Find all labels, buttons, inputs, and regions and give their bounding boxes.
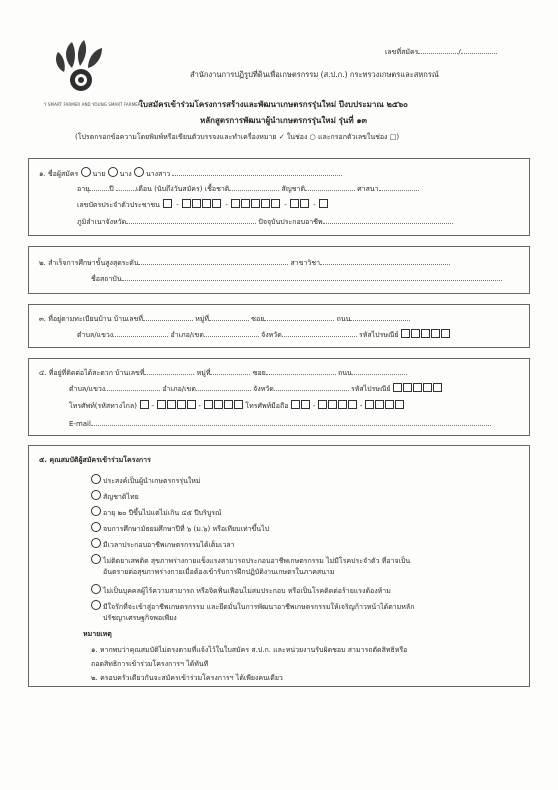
radio-mrs[interactable] <box>108 167 118 177</box>
mobile-digit-box[interactable] <box>318 400 327 409</box>
qualifications-heading: ๕. คุณสมบัติผู้สมัครเข้าร่วมโครงการ <box>39 456 151 464</box>
age-months-field[interactable] <box>116 183 136 191</box>
qualification-item-1: ประสงค์เป็นผู้นำเกษตรกรรุ่นใหม่ <box>103 477 201 485</box>
id-digit-box[interactable] <box>319 199 328 208</box>
contact-amphoe-label: อำเภอ/เขต <box>162 385 196 393</box>
contact-address-label: ๔. ที่อยู่ที่ติดต่อได้สะดวก บ้านเลขที่ <box>39 369 145 377</box>
application-number-label: เลขที่สมัคร <box>385 48 419 56</box>
section-qualifications <box>28 445 530 687</box>
contact-postcode-box[interactable] <box>403 383 412 392</box>
mobile-digit-box[interactable] <box>301 400 310 409</box>
reg-postcode-box[interactable] <box>401 329 410 338</box>
radio-mrs-label: นาง <box>119 170 132 178</box>
major-field[interactable] <box>320 257 450 265</box>
id-digit-box[interactable] <box>271 199 280 208</box>
id-digit-box[interactable] <box>261 199 270 208</box>
note-1-line2: ถอดสิทธิการเข้าร่วมโครงการฯ ได้ทันที <box>91 660 209 668</box>
reg-amphoe-field[interactable] <box>204 329 259 337</box>
id-digit-box[interactable] <box>251 199 260 208</box>
note-2: ๒. ครอบครัวเดียวกันจะสมัครเข้าร่วมโครงการฯ ได้เพียงคนเดียว <box>91 674 283 682</box>
qualification-checkbox[interactable] <box>91 522 101 532</box>
radio-mr[interactable] <box>81 167 91 177</box>
qualification-item-6-line1: ไม่ติดยาเสพติด สุขภาพร่างกายแข็งแรงสามารถประกอบอาชีพเกษตรกรรม ไม่มีโรคประจำตัว ที่อาจเป็น <box>103 557 411 565</box>
contact-postcode-box[interactable] <box>423 383 432 392</box>
reg-tambon-field[interactable] <box>113 329 168 337</box>
qualification-checkbox[interactable] <box>91 600 101 610</box>
occupation-field[interactable] <box>323 216 453 224</box>
mobile-label: โทรศัพท์มือถือ <box>245 402 289 410</box>
email-field[interactable] <box>91 418 491 426</box>
phone-digit-box[interactable] <box>224 400 233 409</box>
radio-mr-label: นาย <box>92 170 106 178</box>
reg-postcode-box[interactable] <box>411 329 420 338</box>
qualification-item-5: มีเวลาประกอบอาชีพเกษตรกรรมได้เต็มเวลา <box>103 541 235 549</box>
id-digit-box[interactable] <box>212 199 221 208</box>
note-1-line1: ๑. หากพบว่าคุณสมบัติไม่ตรงตามที่แจ้งไว้ในใบสมัคร ส.ป.ก. และหน่วยงานรับผิดชอบ สามารถตัดสิทธิหรือ <box>91 646 408 654</box>
radio-miss-label: นางสาว <box>145 170 171 178</box>
qualification-item-6-line2: อันตรายต่อสุขภาพร่างกายเมื่อต้องเข้ารับการฝึกปฏิบัติงานเกษตรในภาคสนาม <box>103 568 335 576</box>
phone-label: โทรศัพท์(รหัสทางไกล) <box>69 402 137 410</box>
phone-digit-box[interactable] <box>177 400 186 409</box>
course-title: หลักสูตรการพัฒนาผู้นำเกษตรกรรุ่นใหม่ รุ่นที่ ๑๓ <box>200 116 367 125</box>
reg-address-label: ๓. ที่อยู่ตามทะเบียนบ้าน บ้านเลขที่ <box>39 315 143 323</box>
id-digit-box[interactable] <box>290 199 299 208</box>
qualification-item-4: จบการศึกษามัธยมศึกษาปีที่ ๖ (ม.๖) หรือเทียบเท่าขึ้นไป <box>103 525 270 533</box>
qualification-checkbox[interactable] <box>91 506 101 516</box>
qualification-checkbox[interactable] <box>91 490 101 500</box>
reg-province-field[interactable] <box>282 329 357 337</box>
contact-postcode-label: รหัสไปรษณีย์ <box>350 385 391 393</box>
contact-moo-label: หมู่ที่ <box>196 369 211 377</box>
phone-digit-box[interactable] <box>204 400 213 409</box>
phone-digit-box[interactable] <box>140 400 149 409</box>
qualification-item-7: ไม่เป็นบุคคลผู้ไร้ความสามารถ หรือจิตฟั่นเฟือนไม่สมประกอบ หรือเป็นโรคติดต่อร้ายแรงต้องห้าม <box>103 587 391 595</box>
race-label: เชื้อชาติ <box>204 185 230 193</box>
section-applicant <box>28 158 530 236</box>
age-years-field[interactable] <box>89 183 109 191</box>
id-digit-box[interactable] <box>192 199 201 208</box>
reg-postcode-box[interactable] <box>441 329 450 338</box>
domicile-field[interactable] <box>126 216 256 224</box>
alro-logo-icon <box>52 40 108 102</box>
phone-digit-box[interactable] <box>214 400 223 409</box>
mobile-digit-box[interactable] <box>291 400 300 409</box>
mobile-digit-box[interactable] <box>328 400 337 409</box>
qualification-item-8-line1: มีใจรักที่จะเข้าสู่อาชีพเกษตรกรรม และยึดมั่นในการพัฒนาอาชีพเกษตรกรรมให้เจริญก้าวหน้าได้ตามหลัก <box>103 603 415 611</box>
religion-field[interactable] <box>379 183 419 191</box>
contact-amphoe-field[interactable] <box>196 383 251 391</box>
qualification-checkbox[interactable] <box>91 474 101 484</box>
phone-digit-box[interactable] <box>157 400 166 409</box>
institution-field[interactable] <box>122 273 502 281</box>
contact-postcode-box[interactable] <box>433 383 442 392</box>
section-education <box>28 246 530 294</box>
id-card-row: เลขบัตรประจำตัวประชาชน - - - - <box>77 199 330 210</box>
radio-miss[interactable] <box>134 167 144 177</box>
nationality-field[interactable] <box>305 183 355 191</box>
contact-postcode-box[interactable] <box>393 383 402 392</box>
contact-province-field[interactable] <box>274 383 349 391</box>
contact-tambon-label: ตำบล/แขวง <box>69 385 106 393</box>
reg-house-no-field[interactable] <box>143 313 193 321</box>
contact-road-label: ถนน <box>338 369 352 377</box>
reg-road-field[interactable] <box>350 313 410 321</box>
occupation-label: ปัจจุบันประกอบอาชีพ <box>258 218 323 226</box>
phone-digit-box[interactable] <box>167 400 176 409</box>
section-registered-address <box>28 304 530 348</box>
month-label: เดือน (นับถึงวันสมัคร) <box>135 185 203 193</box>
contact-soi-field[interactable] <box>266 367 336 375</box>
qualification-checkbox[interactable] <box>91 554 101 564</box>
alro-logo <box>52 40 108 102</box>
major-label: สาขาวิชา <box>290 259 321 267</box>
contact-road-field[interactable] <box>352 367 407 375</box>
id-digit-box[interactable] <box>163 199 172 208</box>
application-number-field[interactable] <box>418 46 461 56</box>
mobile-digit-box[interactable] <box>375 400 384 409</box>
qualification-item-2: สัญชาติไทย <box>103 493 139 501</box>
qualification-item-3: อายุ ๒๐ ปีขึ้นไปแต่ไม่เกิน ๔๕ ปีบริบูรณ์ <box>103 509 222 517</box>
id-digit-box[interactable] <box>182 199 191 208</box>
logo-caption: Y SMART FARMER AND YOUNG SMART FARMER <box>44 102 141 107</box>
id-digit-box[interactable] <box>202 199 211 208</box>
reg-tambon-label: ตำบล/แขวง <box>77 331 114 339</box>
education-level-field[interactable] <box>138 257 288 265</box>
age-label: อายุ <box>77 185 90 193</box>
applicant-label: ๑. ชื่อผู้สมัคร <box>39 170 79 178</box>
nationality-label: สัญชาติ <box>281 185 305 193</box>
section-contact-address <box>28 358 530 436</box>
mobile-digit-box[interactable] <box>365 400 374 409</box>
form-instructions: (โปรดกรอกข้อความโดยพิมพ์หรือเขียนตัวบรรจงและทำเครื่องหมาย ✓ ในช่อง ○ และกรอกตัวเลขในช่อง □) <box>75 133 400 141</box>
reg-postcode-label: รหัสไปรษณีย์ <box>358 331 399 339</box>
contact-house-no-field[interactable] <box>144 367 194 375</box>
applicant-name-field[interactable] <box>172 168 342 176</box>
phone-row: โทรศัพท์(รหัสทางไกล) - - โทรศัพท์มือถือ - - <box>69 400 405 411</box>
agency-line: สำนักงานการปฏิรูปที่ดินเพื่อเกษตรกรรม (ส.ป.ก.) กระทรวงเกษตรและสหกรณ์ <box>190 70 439 79</box>
reg-moo-field[interactable] <box>209 313 249 321</box>
reg-postcode-box[interactable] <box>421 329 430 338</box>
reg-amphoe-label: อำเภอ/เขต <box>170 331 204 339</box>
mobile-digit-box[interactable] <box>348 400 357 409</box>
id-digit-box[interactable] <box>241 199 250 208</box>
form-title: ใบสมัครเข้าร่วมโครงการสร้างและพัฒนาเกษตรกรรุ่นใหม่ ปีงบประมาณ ๒๕๖๐ <box>139 100 408 109</box>
note-title: หมายเหตุ <box>83 630 112 638</box>
year-label: ปี <box>109 185 114 193</box>
phone-digit-box[interactable] <box>187 400 196 409</box>
institution-label: ชื่อสถาบัน <box>91 275 122 283</box>
mobile-digit-box[interactable] <box>395 400 404 409</box>
phone-digit-box[interactable] <box>234 400 243 409</box>
mobile-digit-box[interactable] <box>385 400 394 409</box>
reg-soi-label: ซอย <box>251 315 265 323</box>
domicile-label: ภูมิลำเนาจังหวัด <box>77 218 127 226</box>
qualification-checkbox[interactable] <box>91 538 101 548</box>
contact-tambon-field[interactable] <box>105 383 160 391</box>
reg-moo-label: หมู่ที่ <box>195 315 210 323</box>
id-digit-box[interactable] <box>231 199 240 208</box>
id-card-label: เลขบัตรประจำตัวประชาชน <box>77 201 160 209</box>
reg-road-label: ถนน <box>336 315 351 323</box>
application-number-separator: / <box>458 48 461 56</box>
qualification-checkbox[interactable] <box>91 584 101 594</box>
application-number-line <box>385 46 497 57</box>
email-label: E-mail <box>69 420 91 428</box>
reg-province-label: จังหวัด <box>261 331 282 339</box>
race-field[interactable] <box>229 183 279 191</box>
contact-moo-field[interactable] <box>210 367 250 375</box>
qualification-item-8-line2: ปรัชญาเศรษฐกิจพอเพียง <box>103 614 177 622</box>
religion-label: ศาสนา <box>357 185 379 193</box>
reg-postcode-box[interactable] <box>431 329 440 338</box>
id-digit-box[interactable] <box>300 199 309 208</box>
contact-postcode-box[interactable] <box>413 383 422 392</box>
contact-soi-label: ซอย <box>252 369 266 377</box>
application-year-field[interactable] <box>461 46 497 54</box>
mobile-digit-box[interactable] <box>338 400 347 409</box>
contact-province-label: จังหวัด <box>253 385 274 393</box>
education-label: ๒. สำเร็จการศึกษาขั้นสูงสุดระดับ <box>39 259 139 267</box>
reg-soi-field[interactable] <box>264 313 334 321</box>
